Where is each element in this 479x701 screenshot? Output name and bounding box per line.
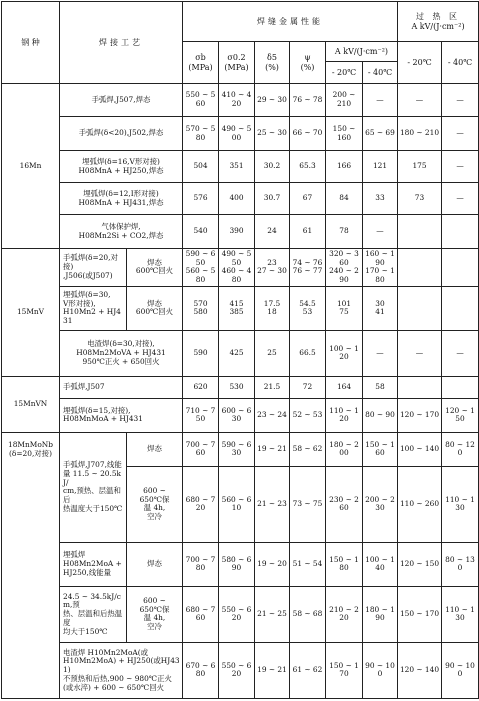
sigma-b-cell: 620 <box>183 376 219 398</box>
sigma-02-cell: 351 <box>219 151 255 183</box>
sigma-02-cell: 550 ~ 620 <box>219 642 255 698</box>
sigma-b-cell: 570 ~ 580 <box>183 117 219 151</box>
psi-cell: 67 <box>290 183 326 215</box>
haz-akv-m40-cell: — <box>442 151 479 183</box>
psi-cell: 51 ~ 54 <box>290 542 326 586</box>
weld-akv-m20-cell: 101 75 <box>326 286 363 330</box>
psi-cell: 65.3 <box>290 151 326 183</box>
delta5-cell: 30.2 <box>255 151 290 183</box>
weld-akv-m20-cell: 150 ~ 180 <box>326 542 363 586</box>
haz-akv-m40-cell: — <box>442 117 479 151</box>
sigma-02-cell: 425 <box>219 330 255 376</box>
haz-akv-m40-cell: 110 ~ 130 <box>442 586 479 642</box>
haz-akv-m40-cell: 90 ~ 100 <box>442 642 479 698</box>
haz-akv-m20-cell: 175 <box>398 151 442 183</box>
psi-cell: 74 ~ 76 76 ~ 77 <box>290 249 326 287</box>
header-steel: 钢 种 <box>2 2 60 84</box>
haz-akv-m40-cell <box>442 215 479 249</box>
header-sigma-02-unit: (MPa) <box>224 62 249 72</box>
weld-akv-m20-cell: 150 ~ 170 <box>326 642 363 698</box>
header-haz-m40: - 40℃ <box>442 42 479 84</box>
delta5-cell: 25 <box>255 330 290 376</box>
sigma-b-cell: 700 ~ 780 <box>183 542 219 586</box>
haz-akv-m40-cell: — <box>442 330 479 376</box>
header-weld-m40: - 40℃ <box>363 62 398 84</box>
header-weld-akv: A kV/(J·cm⁻²) <box>326 42 398 62</box>
weld-akv-m20-cell: 110 ~ 120 <box>326 398 363 432</box>
weld-akv-m40-cell: 58 <box>363 376 398 398</box>
header-haz-m20: - 20℃ <box>398 42 442 84</box>
sigma-02-cell: 490 ~ 550 460 ~ 480 <box>219 249 255 287</box>
weld-akv-m40-cell: 65 ~ 69 <box>363 117 398 151</box>
weld-akv-m40-cell: 33 <box>363 183 398 215</box>
header-delta5-label: δ5 <box>267 53 277 63</box>
haz-akv-m20-cell: 110 ~ 260 <box>398 466 442 542</box>
process-cell: 气体保护焊, H08Mn2Si + CO2,焊态 <box>60 215 183 249</box>
sigma-b-cell: 710 ~ 750 <box>183 398 219 432</box>
delta5-cell: 21 ~ 25 <box>255 586 290 642</box>
steel-18mnmonb: 18MnMoNb (δ=20,对接) <box>2 432 60 698</box>
delta5-cell: 23 27 ~ 30 <box>255 249 290 287</box>
weld-akv-m40-cell: — <box>363 330 398 376</box>
process-cell: 手弧焊(δ<20),J502,焊态 <box>60 117 183 151</box>
sigma-02-cell: 410 ~ 420 <box>219 84 255 117</box>
weld-akv-m20-cell: 200 ~ 210 <box>326 84 363 117</box>
delta5-cell: 30.7 <box>255 183 290 215</box>
steel-16mn: 16Mn <box>2 84 60 249</box>
process-cell: 埋弧焊(δ=16,V形对接) H08MnA + HJ250,焊态 <box>60 151 183 183</box>
sigma-02-cell: 390 <box>219 215 255 249</box>
process-cell: 电渣焊(δ=30,对接), H08Mn2MoVA + HJ431 950℃正火 + 650回火 <box>60 330 183 376</box>
weld-akv-m40-cell: 160 ~ 190 170 ~ 180 <box>363 249 398 287</box>
header-weld-metal-properties: 焊缝金属性能 <box>183 2 398 42</box>
haz-akv-m40-cell: 80 ~ 120 <box>442 432 479 466</box>
steel-15mnvn: 15MnVN <box>2 376 60 432</box>
psi-cell: 72 <box>290 376 326 398</box>
header-sigma-b-label: σb <box>195 53 206 63</box>
delta5-cell: 29 ~ 30 <box>255 84 290 117</box>
weld-akv-m20-cell: 150 ~ 160 <box>326 117 363 151</box>
weld-properties-table <box>1 1 479 699</box>
haz-akv-m20-cell <box>398 376 442 398</box>
sigma-02-cell: 600 ~ 630 <box>219 398 255 432</box>
psi-cell: 66 ~ 70 <box>290 117 326 151</box>
haz-akv-m20-cell: 180 ~ 210 <box>398 117 442 151</box>
sigma-b-cell: 570 580 <box>183 286 219 330</box>
delta5-cell: 19 ~ 20 <box>255 542 290 586</box>
haz-akv-m20-cell: — <box>398 330 442 376</box>
haz-akv-m20-cell: 73 <box>398 183 442 215</box>
sigma-02-cell: 590 ~ 630 <box>219 432 255 466</box>
psi-cell: 73 ~ 75 <box>290 466 326 542</box>
haz-akv-m20-cell: 100 ~ 140 <box>398 432 442 466</box>
header-delta5-unit: (%) <box>265 62 279 72</box>
header-haz-akv: A kV/(J·cm⁻²) <box>411 21 465 31</box>
header-overheated-zone <box>398 2 479 42</box>
header-sigma-b <box>183 42 219 84</box>
haz-akv-m40-cell: 80 ~ 130 <box>442 542 479 586</box>
haz-akv-m20-cell: 120 ~ 170 <box>398 398 442 432</box>
header-psi-label: ψ <box>304 53 311 63</box>
delta5-cell: 17.5 18 <box>255 286 290 330</box>
sigma-b-cell: 700 ~ 760 <box>183 432 219 466</box>
sigma-02-cell: 490 ~ 500 <box>219 117 255 151</box>
psi-cell: 58 ~ 68 <box>290 586 326 642</box>
delta5-cell: 24 <box>255 215 290 249</box>
weld-akv-m40-cell: 90 ~ 100 <box>363 642 398 698</box>
sigma-02-cell: 580 ~ 690 <box>219 542 255 586</box>
steel-15mnv: 15MnV <box>2 249 60 377</box>
process-cell: 手弧焊(δ=20,对接) ,J506(或J507) <box>60 249 127 287</box>
haz-akv-m40-cell: 120 ~ 150 <box>442 398 479 432</box>
weld-akv-m40-cell: 150 ~ 160 <box>363 432 398 466</box>
haz-akv-m40-cell: — <box>442 183 479 215</box>
sigma-b-cell: 590 <box>183 330 219 376</box>
delta5-cell: 19 ~ 21 <box>255 642 290 698</box>
haz-akv-m20-cell: 120 ~ 150 <box>398 542 442 586</box>
haz-akv-m20-cell: 120 ~ 140 <box>398 642 442 698</box>
weld-akv-m20-cell: 164 <box>326 376 363 398</box>
delta5-cell: 19 ~ 21 <box>255 432 290 466</box>
sigma-b-cell: 670 ~ 680 <box>183 642 219 698</box>
haz-akv-m40-cell: — <box>442 84 479 117</box>
weld-akv-m40-cell: 30 41 <box>363 286 398 330</box>
psi-cell: 54.5 53 <box>290 286 326 330</box>
sigma-02-cell: 400 <box>219 183 255 215</box>
weld-akv-m20-cell: 78 <box>326 215 363 249</box>
haz-akv-m40-cell: 110 ~ 130 <box>442 466 479 542</box>
sigma-b-cell: 550 ~ 560 <box>183 84 219 117</box>
sigma-b-cell: 680 ~ 720 <box>183 466 219 542</box>
haz-akv-m40-cell <box>442 249 479 287</box>
weld-akv-m20-cell: 210 ~ 220 <box>326 586 363 642</box>
weld-akv-m40-cell: — <box>363 215 398 249</box>
weld-akv-m40-cell: 80 ~ 90 <box>363 398 398 432</box>
weld-akv-m20-cell: 180 ~ 200 <box>326 432 363 466</box>
process-cell: 24.5 ~ 34.5kJ/cm,预 热、层温和后热温度 均大于150℃ <box>60 586 127 642</box>
condition-cell: 600 ~ 650℃保 温 4h, 空冷 <box>127 586 183 642</box>
process-cell: 手弧焊,J507,焊态 <box>60 84 183 117</box>
delta5-cell: 23 ~ 24 <box>255 398 290 432</box>
haz-akv-m20-cell <box>398 249 442 287</box>
haz-akv-m20-cell: — <box>398 84 442 117</box>
header-process: 焊接工艺 <box>60 2 183 84</box>
sigma-b-cell: 680 ~ 760 <box>183 586 219 642</box>
weld-akv-m40-cell: — <box>363 84 398 117</box>
process-cell: 埋弧焊(δ=30, V形对接), H10Mn2 + HJ431 <box>60 286 127 330</box>
haz-akv-m40-cell <box>442 376 479 398</box>
haz-akv-m20-cell <box>398 286 442 330</box>
header-sigma-02-label: σ0.2 <box>227 53 246 63</box>
delta5-cell: 21 ~ 23 <box>255 466 290 542</box>
haz-akv-m20-cell <box>398 215 442 249</box>
process-cell: 埋弧焊(δ=12,I形对接) H08MnA + HJ431,焊态 <box>60 183 183 215</box>
sigma-02-cell: 560 ~ 610 <box>219 466 255 542</box>
condition-cell: 焊态 <box>127 542 183 586</box>
delta5-cell: 21.5 <box>255 376 290 398</box>
psi-cell: 58 ~ 62 <box>290 432 326 466</box>
sigma-02-cell: 530 <box>219 376 255 398</box>
psi-cell: 76 ~ 78 <box>290 84 326 117</box>
header-sigma-b-unit: (MPa) <box>188 62 213 72</box>
weld-akv-m40-cell: 121 <box>363 151 398 183</box>
weld-akv-m20-cell: 166 <box>326 151 363 183</box>
weld-akv-m20-cell: 84 <box>326 183 363 215</box>
process-cell: 埋弧焊 H08Mn2MoA + HJ250,线能量 <box>60 542 127 586</box>
condition-cell: 600 ~ 650℃保 温 4h, 空冷 <box>127 466 183 542</box>
process-cell: 电渣焊 H10Mn2MoA(或 H10Mn2MoA) + HJ250(或HJ431) 不预热和后热,900 ~ 980℃正火 (或水淬) + 600 ~ 650℃回火 <box>60 642 183 698</box>
header-delta5 <box>255 42 290 84</box>
psi-cell: 61 ~ 62 <box>290 642 326 698</box>
header-psi-unit: (%) <box>300 62 315 72</box>
delta5-cell: 25 ~ 30 <box>255 117 290 151</box>
sigma-b-cell: 590 ~ 650 560 ~ 580 <box>183 249 219 287</box>
sigma-02-cell: 550 ~ 620 <box>219 586 255 642</box>
sigma-b-cell: 504 <box>183 151 219 183</box>
psi-cell: 52 ~ 53 <box>290 398 326 432</box>
header-sigma-02 <box>219 42 255 84</box>
sigma-b-cell: 540 <box>183 215 219 249</box>
process-cell: 手弧焊,J507 <box>60 376 183 398</box>
sigma-b-cell: 576 <box>183 183 219 215</box>
header-weld-m20: - 20℃ <box>326 62 363 84</box>
header-haz-label: 过 热 区 <box>415 12 461 22</box>
psi-cell: 61 <box>290 215 326 249</box>
condition-cell: 焊态 600℃回火 <box>127 286 183 330</box>
sigma-02-cell: 415 385 <box>219 286 255 330</box>
weld-akv-m20-cell: 230 ~ 260 <box>326 466 363 542</box>
weld-akv-m40-cell: 180 ~ 190 <box>363 586 398 642</box>
weld-akv-m20-cell: 100 ~ 120 <box>326 330 363 376</box>
weld-akv-m40-cell: 200 ~ 230 <box>363 466 398 542</box>
weld-akv-m40-cell: 100 ~ 140 <box>363 542 398 586</box>
header-psi <box>290 42 326 84</box>
weld-akv-m20-cell: 320 ~ 360 240 ~ 290 <box>326 249 363 287</box>
process-cell: 埋弧焊(δ=15,对接), H08MnMoA + HJ431 <box>60 398 183 432</box>
process-cell: 手弧焊,J707,线能 量 11.5 ~ 20.5kJ/ cm,预热、层温和后 热温度大于150℃ <box>60 432 127 542</box>
condition-cell: 焊态 <box>127 432 183 466</box>
haz-akv-m20-cell: 150 ~ 170 <box>398 586 442 642</box>
condition-cell: 焊态 600℃回火 <box>127 249 183 287</box>
psi-cell: 66.5 <box>290 330 326 376</box>
haz-akv-m40-cell <box>442 286 479 330</box>
